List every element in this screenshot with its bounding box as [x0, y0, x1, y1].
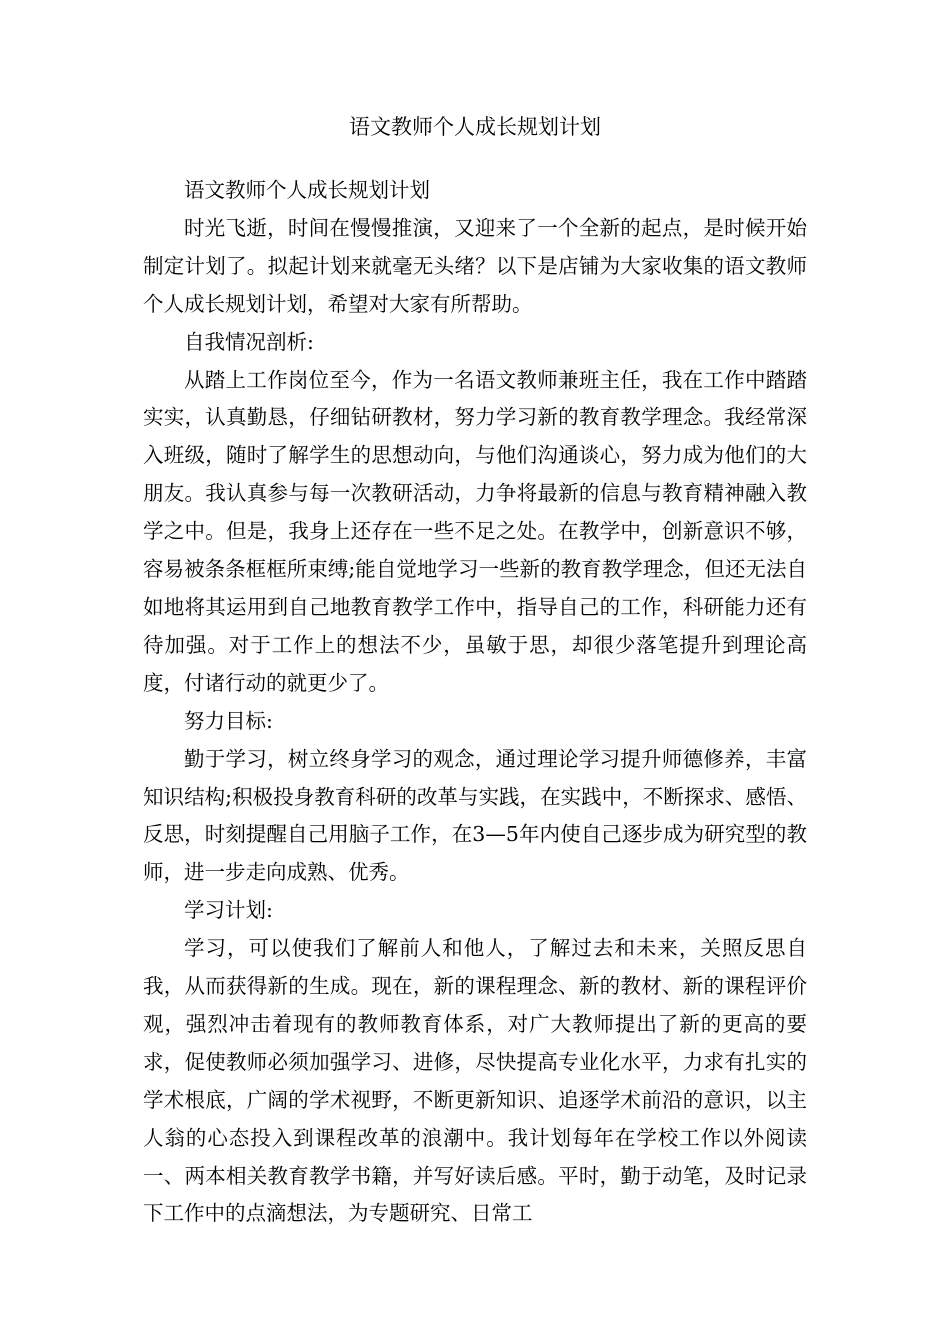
section-heading-study-plan: 学习计划: — [184, 898, 273, 923]
document-title: 语文教师个人成长规划计划 — [349, 115, 601, 139]
paragraph-goals: 勤于学习，树立终身学习的观念，通过理论学习提升师德修养，丰富知识结构;积极投身教育科研的改革与实践，在实践中，不断探求、感悟、反思，时刻提醒自己用脑子工作，在3—5年内使自己逐步成为研究型的教师，进一步走向成熟、优秀。 — [143, 746, 807, 885]
paragraph-subtitle: 语文教师个人成长规划计划 — [184, 178, 430, 202]
paragraph-intro: 时光飞逝，时间在慢慢推演，又迎来了一个全新的起点，是时候开始制定计划了。拟起计划来就毫无头绪？以下是店铺为大家收集的语文教师个人成长规划计划，希望对大家有所帮助。 — [143, 215, 807, 316]
section-heading-self-analysis: 自我情况剖析: — [184, 329, 314, 354]
section-heading-goals: 努力目标: — [184, 708, 273, 733]
paragraph-study-plan: 学习，可以使我们了解前人和他人，了解过去和未来，关照反思自我，从而获得新的生成。现在，新的课程理念、新的教材、新的课程评价观，强烈冲击着现有的教师教育体系，对广大教师提出了新的更高的要求，促使教师必须加强学习、进修，尽快提高专业化水平，力求有扎实的学术根底，广阔的学术视野，不断更新知识、追逐学术前沿的意识，以主人翁的心态投入到课程改革的浪潮中。我计划每年在学校工作以外阅读一、两本相关教育教学书籍，并写好读后感。平时，勤于动笔，及时记录下工作中的点滴想法，为专题研究、日常工 — [143, 936, 807, 1226]
document-body — [143, 172, 807, 1233]
paragraph-self-analysis: 从踏上工作岗位至今，作为一名语文教师兼班主任，我在工作中踏踏实实，认真勤恳，仔细钻研教材，努力学习新的教育教学理念。我经常深入班级，随时了解学生的思想动向，与他们沟通谈心，努力成为他们的大朋友。我认真参与每一次教研活动，力争将最新的信息与教育精神融入教学之中。但是，我身上还存在一些不足之处。在教学中，创新意识不够，容易被条条框框所束缚;能自觉地学习一些新的教育教学理念，但还无法自如地将其运用到自己地教育教学工作中，指导自己的工作，科研能力还有待加强。对于工作上的想法不少，虽敏于思，却很少落笔提升到理论高度，付诸行动的就更少了。 — [143, 367, 807, 695]
